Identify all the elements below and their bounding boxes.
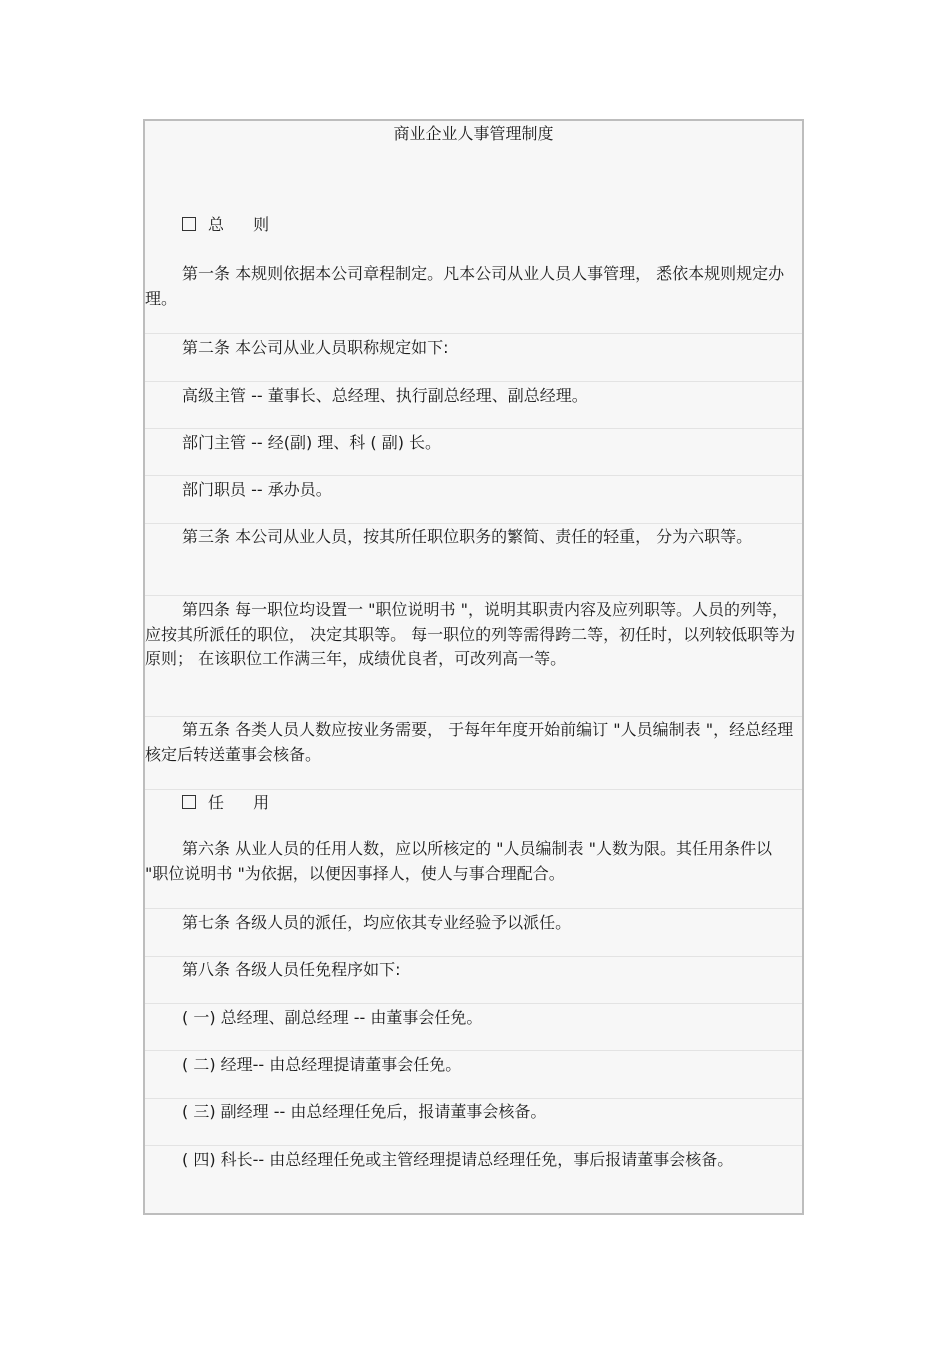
rank-dept-staff: 部门职员 -- 承办员。 (145, 475, 802, 503)
document-frame (143, 119, 804, 1215)
document-title: 商业企业人事管理制度 (393, 124, 554, 143)
article-7: 第七条 各级人员的派任，均应依其专业经验予以派任。 (145, 908, 802, 936)
section-heading-general (145, 213, 802, 238)
article-1: 第一条 本规则依据本公司章程制定。凡本公司从业人员人事管理， 悉依本规则规定办理。 (145, 264, 785, 308)
rank-dept-head: 部门主管 -- 经(副) 理、科 ( 副) 长。 (145, 428, 802, 456)
section-heading-text: 任 用 (208, 793, 282, 812)
article-6: 第六条 从业人员的任用人数，应以所核定的 "人员编制表 "人数为限。其任用条件以 "职位说明书 "为依据，以便因事择人，使人与事合理配合。 (145, 839, 772, 883)
checkbox-icon (182, 217, 196, 231)
section-heading-appointment (145, 789, 802, 816)
checkbox-icon (182, 795, 196, 809)
appointment-item-3: ( 三) 副经理 -- 由总经理任免后，报请董事会核备。 (145, 1098, 802, 1125)
article-2: 第二条 本公司从业人员职称规定如下: (145, 333, 802, 361)
article-8: 第八条 各级人员任免程序如下: (145, 956, 802, 983)
rank-senior: 高级主管 -- 董事长、总经理、执行副总经理、副总经理。 (145, 381, 802, 409)
appointment-item-1: ( 一) 总经理、副总经理 -- 由董事会任免。 (145, 1003, 802, 1031)
article-5: 第五条 各类人员人数应按业务需要， 于每年年度开始前编订 "人员编制表 "，经总经理核定后转送董事会核备。 (145, 716, 802, 767)
appointment-item-4: ( 四) 科长-- 由总经理任免或主管经理提请总经理任免，事后报请董事会核备。 (145, 1145, 802, 1173)
article-4: 第四条 每一职位均设置一 "职位说明书 "，说明其职责内容及应列职等。人员的列等， 应按其所派任的职位， 决定其职等。 每一职位的列等需得跨二等，初任时，以列较低职等为原则； 在该职位工作满三年，成绩优良者，可改列高一等。 (145, 595, 802, 672)
section-heading-text: 总 则 (208, 215, 282, 234)
article-3: 第三条 本公司从业人员，按其所任职位职务的繁简、责任的轻重， 分为六职等。 (145, 523, 802, 550)
appointment-item-2: ( 二) 经理-- 由总经理提请董事会任免。 (145, 1050, 802, 1078)
